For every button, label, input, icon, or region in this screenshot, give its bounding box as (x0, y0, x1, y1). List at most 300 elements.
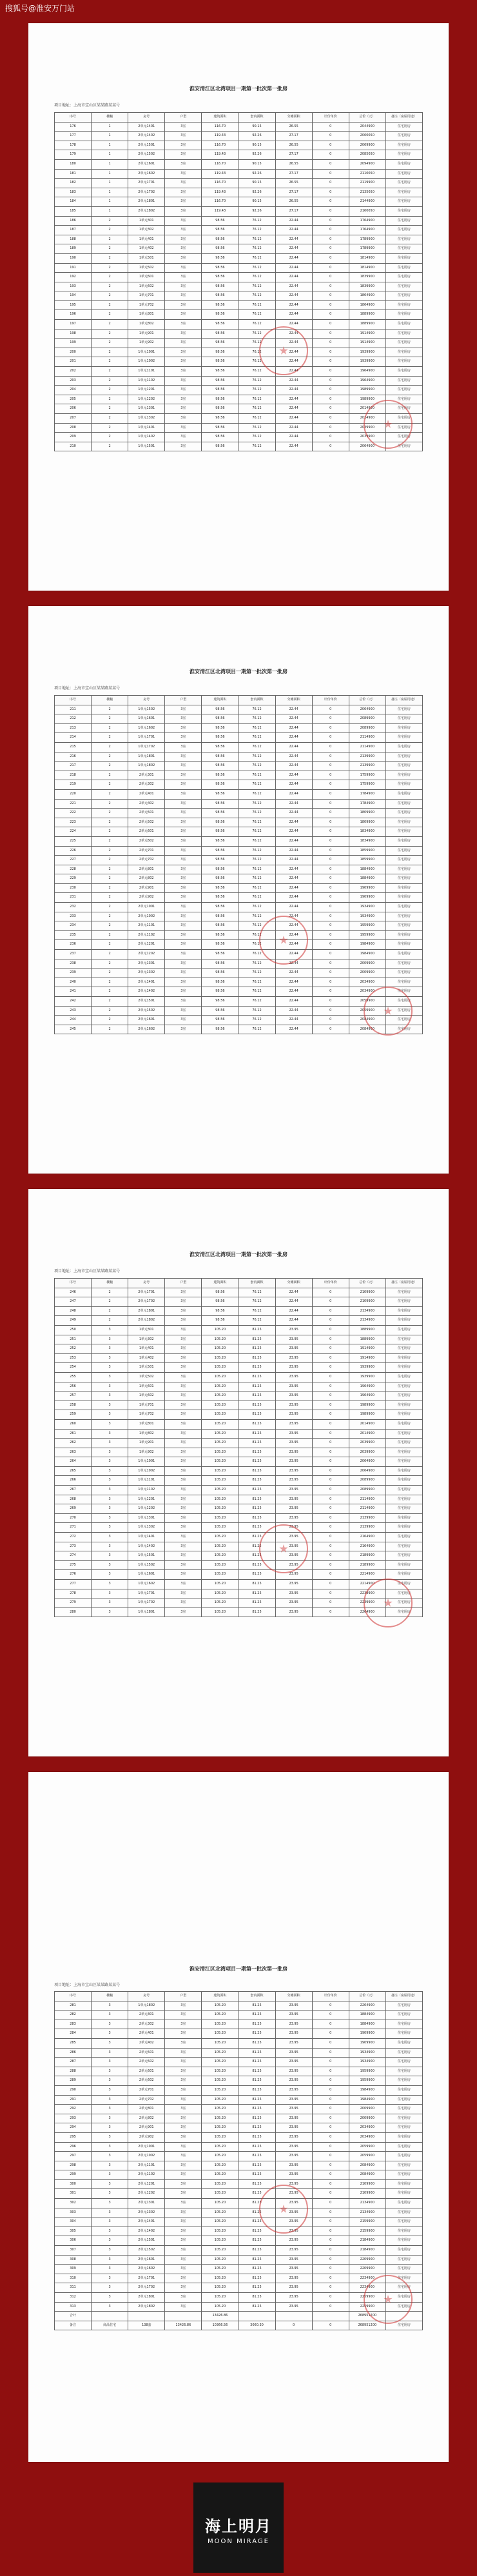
table-cell: 2059900 (349, 2142, 385, 2152)
table-cell: 2单元401 (128, 789, 165, 799)
table-cell: 0 (312, 1372, 349, 1382)
table-cell: 0 (312, 912, 349, 921)
table-cell: 3 (92, 1504, 128, 1514)
table-cell: 26.55 (275, 141, 312, 150)
table-cell: 住宅用房 (385, 386, 422, 395)
table-cell: 81.25 (238, 1504, 275, 1514)
table-row (55, 1448, 423, 1457)
table-row (55, 2048, 423, 2058)
table-cell: 3室 (165, 1344, 202, 1354)
table-cell: 23.95 (275, 2011, 312, 2020)
table-row (55, 771, 423, 780)
col-header: 建筑面积 (202, 696, 238, 705)
table-cell: 住宅用房 (385, 818, 422, 827)
table-cell: 23.95 (275, 2105, 312, 2114)
table-cell: 76.12 (238, 789, 275, 799)
table-cell: 0 (312, 367, 349, 377)
table-cell: 2 (92, 705, 128, 714)
table-cell: 住宅用房 (385, 2265, 422, 2274)
table-cell: 2 (92, 282, 128, 291)
table-cell: 2 (92, 827, 128, 837)
table-row (55, 2067, 423, 2076)
table-cell: 1单元1202 (128, 1504, 165, 1514)
table-cell: 255 (55, 1372, 92, 1382)
table-cell: 2 (92, 809, 128, 818)
table-cell: 2 (92, 930, 128, 940)
table-cell: 10366.56 (202, 2321, 238, 2330)
table-cell: 2034900 (349, 978, 385, 987)
table-cell: 76.12 (238, 386, 275, 395)
table-cell: 22.44 (275, 244, 312, 254)
table-cell: 1784900 (349, 789, 385, 799)
table-cell: 0 (312, 780, 349, 790)
table-cell: 2单元1202 (128, 2189, 165, 2199)
table-cell: 1934900 (349, 912, 385, 921)
table-cell: 81.25 (238, 1476, 275, 1486)
table-cell: 1单元902 (128, 1448, 165, 1457)
table-cell: 23.95 (275, 2283, 312, 2293)
table-cell: 98.56 (202, 883, 238, 893)
table-cell: 1939900 (349, 1363, 385, 1373)
table-cell: 3室 (165, 827, 202, 837)
table-cell: 105.20 (202, 1363, 238, 1373)
table-cell: 81.25 (238, 2179, 275, 2189)
table-cell: 住宅用房 (385, 2058, 422, 2067)
table-cell: 81.25 (238, 2142, 275, 2152)
table-cell: 住宅用房 (385, 2132, 422, 2142)
table-cell: 住宅用房 (385, 2048, 422, 2058)
table-cell: 2单元501 (128, 2048, 165, 2058)
table-cell: 81.25 (238, 2132, 275, 2142)
table-cell: 1单元701 (128, 291, 165, 301)
table-cell: 22.44 (275, 367, 312, 377)
table-cell: 2 (92, 291, 128, 301)
table-cell: 245 (55, 1025, 92, 1034)
table-cell: 住宅用房 (385, 216, 422, 226)
table-cell: 76.12 (238, 300, 275, 310)
table-cell: 2单元901 (128, 2123, 165, 2133)
table-cell: 住宅用房 (385, 2199, 422, 2208)
table-cell: 76.12 (238, 865, 275, 874)
table-cell: 住宅用房 (385, 1419, 422, 1429)
table-cell: 2单元1101 (128, 921, 165, 931)
table-cell: 2109900 (349, 2189, 385, 2199)
table-cell: 23.95 (275, 1504, 312, 1514)
table-cell: 2 (92, 771, 128, 780)
table-cell: 2085050 (349, 150, 385, 160)
table-cell: 3室 (165, 1335, 202, 1344)
table-cell: 98.56 (202, 386, 238, 395)
table-cell: 3 (92, 2011, 128, 2020)
table-cell: 住宅用房 (385, 2142, 422, 2152)
table-cell: 2单元401 (128, 2029, 165, 2039)
table-cell: 0 (312, 2038, 349, 2048)
table-cell: 23.95 (275, 1486, 312, 1495)
table-cell: 98.56 (202, 244, 238, 254)
table-cell: 1单元1801 (128, 752, 165, 762)
table-cell: 203 (55, 376, 92, 386)
table-cell: 1单元901 (128, 1439, 165, 1448)
table-cell: 81.25 (238, 1560, 275, 1570)
table-cell: 2单元701 (128, 2085, 165, 2095)
unit-price-table (54, 1278, 423, 1617)
table-cell: 0 (312, 1608, 349, 1617)
table-cell: 0 (312, 188, 349, 197)
table-cell: 住宅用房 (385, 1316, 422, 1326)
table-cell: 1单元602 (128, 1391, 165, 1401)
table-cell: 27.17 (275, 169, 312, 179)
table-cell: 98.56 (202, 357, 238, 367)
table-cell: 76.12 (238, 987, 275, 997)
table-cell: 210 (55, 442, 92, 451)
table-cell: 81.25 (238, 2152, 275, 2161)
table-cell: 98.56 (202, 414, 238, 424)
table-cell: 0 (312, 1476, 349, 1486)
table-cell: 2单元501 (128, 809, 165, 818)
table-body (55, 2001, 423, 2312)
table-cell: 2单元1402 (128, 132, 165, 141)
table-cell: 76.12 (238, 329, 275, 339)
table-row (55, 235, 423, 244)
table-cell: 290 (55, 2085, 92, 2095)
table-cell: 76.12 (238, 950, 275, 959)
table-row (55, 978, 423, 987)
table-row (55, 348, 423, 357)
table-cell: 3室 (165, 320, 202, 329)
table-cell: 2109900 (349, 1288, 385, 1297)
table-cell: 22.44 (275, 1025, 312, 1034)
table-cell: 264 (55, 1457, 92, 1467)
table-cell: 310 (55, 2274, 92, 2283)
table-cell: 住宅用房 (385, 1429, 422, 1439)
table-cell: 2单元1401 (128, 978, 165, 987)
table-cell: 105.20 (202, 2132, 238, 2142)
table-cell: 98.56 (202, 433, 238, 442)
table-cell: 0 (312, 404, 349, 414)
table-cell: 3室 (165, 950, 202, 959)
table-row (55, 395, 423, 404)
table-cell: 2044900 (349, 122, 385, 132)
table-cell: 1单元402 (128, 1353, 165, 1363)
table-cell: 3室 (165, 348, 202, 357)
table-cell: 2 (92, 742, 128, 752)
table-cell: 244 (55, 1016, 92, 1025)
table-cell: 23.95 (275, 1382, 312, 1391)
table-cell: 3室 (165, 282, 202, 291)
table-cell: 98.56 (202, 921, 238, 931)
table-cell: 23.95 (275, 1523, 312, 1533)
table-cell: 住宅用房 (385, 122, 422, 132)
table-row (55, 2085, 423, 2095)
table-cell: 住宅用房 (385, 329, 422, 339)
table-cell: 1934900 (349, 2058, 385, 2067)
table-cell: 105.20 (202, 1533, 238, 1542)
table-cell: 76.12 (238, 395, 275, 404)
table-cell: 22.44 (275, 339, 312, 348)
table-cell: 3室 (165, 2123, 202, 2133)
table-row (55, 263, 423, 273)
table-cell: 76.12 (238, 836, 275, 846)
table-cell: 98.56 (202, 1006, 238, 1016)
table-cell: 0 (312, 2236, 349, 2246)
table-row (55, 2105, 423, 2114)
table-cell: 22.44 (275, 818, 312, 827)
col-header: 建筑面积 (202, 113, 238, 123)
table-cell: 3室 (165, 2029, 202, 2039)
table-cell: 22.44 (275, 883, 312, 893)
table-cell: 1984900 (349, 950, 385, 959)
table-cell: 3室 (165, 122, 202, 132)
table-cell: 2单元1402 (128, 987, 165, 997)
table-cell: 1809900 (349, 809, 385, 818)
table-row (55, 780, 423, 790)
table-row (55, 1306, 423, 1316)
table-cell: 205 (55, 395, 92, 404)
table-cell: 3室 (165, 2058, 202, 2067)
table-cell: 98.56 (202, 273, 238, 282)
table-cell: 住宅用房 (385, 1542, 422, 1551)
table-row (55, 206, 423, 216)
table-cell: 3室 (165, 1486, 202, 1495)
table-cell: 0 (312, 1504, 349, 1514)
table-cell: 3 (92, 2058, 128, 2067)
table-cell: 76.12 (238, 818, 275, 827)
table-cell: 3室 (165, 968, 202, 978)
table-cell: 105.20 (202, 2038, 238, 2048)
table-cell: 3 (92, 2189, 128, 2199)
table-cell: 81.25 (238, 2255, 275, 2265)
table-cell: 住宅用房 (385, 827, 422, 837)
table-cell: 0 (275, 2321, 312, 2330)
table-cell: 0 (312, 2011, 349, 2020)
table-cell: 住宅用房 (385, 197, 422, 207)
table-cell: 0 (312, 2170, 349, 2180)
table-cell: 1859900 (349, 856, 385, 865)
table-cell: 3室 (165, 179, 202, 188)
table-cell: 3室 (165, 150, 202, 160)
table-cell: 3室 (165, 169, 202, 179)
table-row (55, 1457, 423, 1467)
table-cell: 1984900 (349, 2095, 385, 2105)
table-cell: 76.12 (238, 253, 275, 263)
table-cell: 1单元1501 (128, 1551, 165, 1561)
official-seal (259, 916, 308, 965)
table-cell: 0 (312, 723, 349, 733)
table-cell: 2单元1702 (128, 2283, 165, 2293)
table-cell: 81.25 (238, 1401, 275, 1410)
table-cell: 3060.30 (238, 2321, 275, 2330)
table-row (55, 2038, 423, 2048)
table-cell: 3室 (165, 216, 202, 226)
table-cell: 住宅用房 (385, 2095, 422, 2105)
table-cell: 3室 (165, 1598, 202, 1608)
table-cell: 309 (55, 2265, 92, 2274)
table-cell: 3室 (165, 1504, 202, 1514)
table-cell: 3 (92, 1513, 128, 1523)
table-cell: 76.12 (238, 959, 275, 968)
table-cell: 3室 (165, 997, 202, 1007)
table-cell: 2单元601 (128, 827, 165, 837)
table-cell: 22.44 (275, 940, 312, 950)
table-cell: 3室 (165, 1608, 202, 1617)
table-cell: 2 (92, 1006, 128, 1016)
table-cell: 住宅用房 (385, 997, 422, 1007)
table-cell: 0 (312, 2208, 349, 2217)
table-cell: 23.95 (275, 1335, 312, 1344)
col-header: 分摊面积 (275, 113, 312, 123)
table-cell: 76.12 (238, 273, 275, 282)
col-header: 分摊面积 (275, 696, 312, 705)
table-cell: 3室 (165, 2001, 202, 2011)
table-cell: 住宅用房 (385, 2227, 422, 2236)
table-cell: 2单元1102 (128, 2170, 165, 2180)
table-cell: 0 (312, 395, 349, 404)
table-cell: 2084900 (349, 1025, 385, 1034)
table-cell: 2209900 (349, 2255, 385, 2265)
table-cell: 0 (312, 2199, 349, 2208)
table-cell: 274 (55, 1551, 92, 1561)
table-cell: 76.12 (238, 1016, 275, 1025)
table-cell: 3 (92, 1353, 128, 1363)
table-cell: 81.25 (238, 1439, 275, 1448)
logo-subtitle: MOON MIRAGE (208, 2538, 269, 2545)
table-cell: 214 (55, 733, 92, 743)
table-cell: 3室 (165, 921, 202, 931)
table-row (55, 2217, 423, 2227)
table-cell: 住宅用房 (385, 893, 422, 903)
table-cell: 23.95 (275, 2067, 312, 2076)
table-cell: 224 (55, 827, 92, 837)
table-row (55, 883, 423, 893)
table-cell: 26.55 (275, 122, 312, 132)
table-cell: 0 (312, 883, 349, 893)
table-cell: 234 (55, 921, 92, 931)
col-header: 计价单价 (312, 1992, 349, 2001)
table-cell: 81.25 (238, 1542, 275, 1551)
table-row (55, 244, 423, 254)
table-cell: 住宅用房 (385, 414, 422, 424)
table-cell: 22.44 (275, 414, 312, 424)
table-cell: 3室 (165, 2152, 202, 2161)
table-cell: 267 (55, 1486, 92, 1495)
table-cell: 76.12 (238, 1006, 275, 1016)
table-cell: 0 (312, 235, 349, 244)
table-row (55, 723, 423, 733)
table-cell: 3 (92, 2283, 128, 2293)
table-cell: 1 (92, 122, 128, 132)
table-cell: 22.44 (275, 282, 312, 291)
table-cell: 1单元901 (128, 329, 165, 339)
table-cell: 住宅用房 (385, 1560, 422, 1570)
table-cell: 2 (92, 846, 128, 856)
table-cell: 76.12 (238, 1025, 275, 1034)
table-cell: 76.12 (238, 348, 275, 357)
table-cell: 1单元1602 (128, 723, 165, 733)
col-header: 总价（元） (349, 1992, 385, 2001)
table-cell: 0 (312, 2227, 349, 2236)
table-cell: 81.25 (238, 1580, 275, 1589)
official-seal (364, 987, 413, 1036)
table-cell: 住宅用房 (385, 169, 422, 179)
table-body (55, 705, 423, 1034)
table-cell: 住宅用房 (385, 1006, 422, 1016)
table-cell: 住宅用房 (385, 950, 422, 959)
table-cell: 76.12 (238, 235, 275, 244)
table-cell: 81.25 (238, 1589, 275, 1598)
table-cell: 26.55 (275, 159, 312, 169)
table-cell: 1单元1601 (128, 714, 165, 724)
table-cell: 住宅用房 (385, 1016, 422, 1025)
table-cell: 98.56 (202, 376, 238, 386)
table-cell: 92.26 (238, 132, 275, 141)
table-cell: 3室 (165, 2293, 202, 2303)
table-cell (92, 2312, 128, 2321)
table-cell: 23.95 (275, 2236, 312, 2246)
col-header: 户型 (165, 1992, 202, 2001)
table-cell: 3 (92, 1429, 128, 1439)
table-cell: 76.12 (238, 809, 275, 818)
table-cell: 295 (55, 2132, 92, 2142)
table-cell: 住宅用房 (385, 2217, 422, 2227)
table-row (55, 742, 423, 752)
table-cell: 2139900 (349, 762, 385, 771)
table-cell: 1959900 (349, 2076, 385, 2086)
table-cell: 住宅用房 (385, 912, 422, 921)
table-cell: 1单元1302 (128, 1523, 165, 1533)
table-cell: 1834900 (349, 827, 385, 837)
table-cell: 0 (312, 771, 349, 780)
table-cell: 住宅用房 (385, 714, 422, 724)
table-cell: 0 (312, 169, 349, 179)
table-cell: 3 (92, 2001, 128, 2011)
table-cell: 3 (92, 1391, 128, 1401)
table-cell: 98.56 (202, 300, 238, 310)
table-cell: 1964900 (349, 376, 385, 386)
table-cell: 2 (92, 300, 128, 310)
table-row (55, 367, 423, 377)
table-cell: 住宅用房 (385, 1457, 422, 1467)
table-cell: 2 (92, 404, 128, 414)
table-cell: 105.20 (202, 1325, 238, 1335)
unit-price-table (54, 112, 423, 451)
table-cell: 23.95 (275, 2265, 312, 2274)
table-cell: 3 (92, 2048, 128, 2058)
table-cell: 81.25 (238, 2011, 275, 2020)
table-cell: 2134900 (349, 2199, 385, 2208)
table-cell: 住宅用房 (385, 1448, 422, 1457)
table-row (55, 705, 423, 714)
col-header: 总价（元） (349, 113, 385, 123)
table-cell: 1单元701 (128, 1401, 165, 1410)
table-cell: 3室 (165, 1448, 202, 1457)
table-cell: 住宅用房 (385, 836, 422, 846)
table-cell: 0 (312, 846, 349, 856)
table-cell: 3室 (165, 1439, 202, 1448)
table-cell: 3室 (165, 2217, 202, 2227)
table-row (55, 1391, 423, 1401)
table-cell: 2069900 (349, 141, 385, 150)
table-cell: 住宅用房 (385, 1344, 422, 1354)
table-cell: 0 (312, 893, 349, 903)
col-header: 总价（元） (349, 1279, 385, 1288)
table-cell: 3 (92, 2255, 128, 2265)
official-seal (364, 1578, 413, 1627)
table-cell: 2 (92, 226, 128, 235)
table-cell: 0 (312, 273, 349, 282)
table-cell: 2 (92, 339, 128, 348)
table-cell: 住宅用房 (385, 433, 422, 442)
table-cell: 2 (92, 414, 128, 424)
